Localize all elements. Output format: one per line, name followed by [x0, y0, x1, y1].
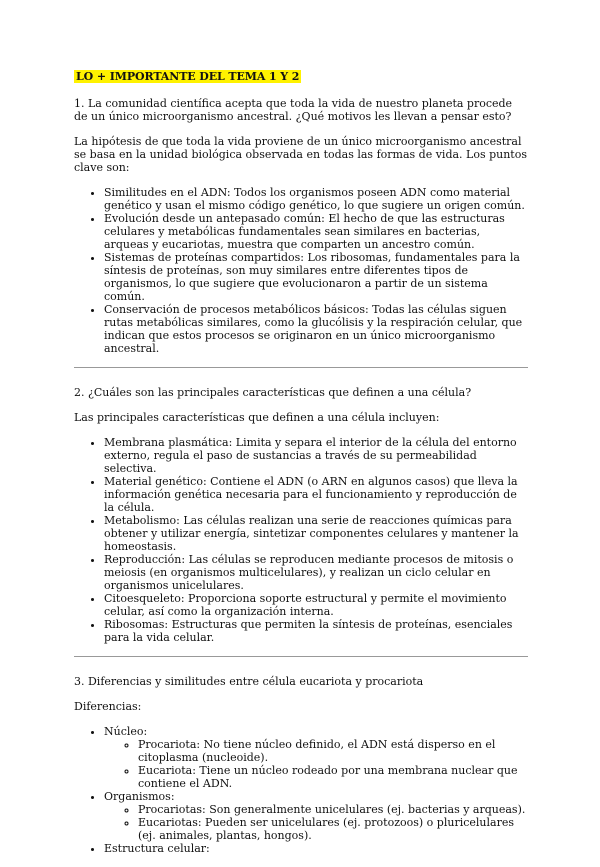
sub-list-item: ◦ Eucariota: Tiene un núcleo rodeado por una membrana nuclear que contiene el ADN. — [138, 764, 528, 790]
list-item: • Membrana plasmática: Limita y separa el interior de la célula del entorno externo, regula el paso de sustancias a través de su permeabilidad selectiva. — [104, 436, 528, 475]
list-item: • Sistemas de proteínas compartidos: Los ribosomas, fundamentales para la síntesis de proteínas, son muy similares entre diferentes tipos de organismos, lo que sugiere que evolucionaron a partir de un sistema común. — [104, 251, 528, 303]
question-2: 2. ¿Cuáles son las principales características que definen a una célula? — [74, 386, 472, 399]
sub-list-item: ◦ Procariota: No tiene núcleo definido, el ADN está disperso en el citoplasma (nucleoide). — [138, 738, 528, 764]
answer-2-intro: Las principales características que definen a una célula incluyen: — [74, 411, 440, 424]
sub-list-item: ◦ Procariotas: Son generalmente unicelulares (ej. bacterias y arqueas). — [138, 803, 528, 816]
divider — [74, 367, 528, 368]
list-item-estructura — [104, 842, 528, 855]
document-content — [74, 70, 528, 867]
answer-2-list — [74, 436, 528, 644]
divider — [74, 656, 528, 657]
organismos-sublist — [104, 803, 528, 842]
nucleo-sublist — [104, 738, 528, 790]
differences-list — [74, 725, 528, 855]
list-item: • Similitudes en el ADN: Todos los organismos poseen ADN como material genético y usan el mismo código genético, lo que sugiere un origen común. — [104, 186, 528, 212]
list-item: • Citoesqueleto: Proporciona soporte estructural y permite el movimiento celular, así como la organización interna. — [104, 592, 528, 618]
estructura-label: Estructura celular: — [104, 842, 210, 855]
list-item: • Evolución desde un antepasado común: El hecho de que las estructuras celulares y metabólicas fundamentales sean similares en bacterias, arqueas y eucariotas, muestra que comparten un ancestro común. — [104, 212, 528, 251]
list-item-nucleo — [104, 725, 528, 790]
page-title: LO + IMPORTANTE DEL TEMA 1 Y 2 — [76, 70, 300, 83]
sub-list-item: ◦ Eucariotas: Pueden ser unicelulares (ej. protozoos) o pluricelulares (ej. animales, plantas, hongos). — [138, 816, 528, 842]
list-item: • Reproducción: Las células se reproducen mediante procesos de mitosis o meiosis (en organismos multicelulares), y realizan un ciclo celular en organismos unicelulares. — [104, 553, 528, 592]
answer-1-list — [74, 186, 528, 355]
differences-heading: Diferencias: — [74, 700, 142, 713]
organismos-label: Organismos: — [104, 790, 175, 803]
list-item: • Conservación de procesos metabólicos básicos: Todas las células siguen rutas metabólicas similares, como la glucólisis y la respiración celular, que indican que estos procesos se originaron en un único microorganismo ancestral. — [104, 303, 528, 355]
question-3: 3. Diferencias y similitudes entre célula eucariota y procariota — [74, 675, 424, 688]
nucleo-label: Núcleo: — [104, 725, 148, 738]
question-1: 1. La comunidad científica acepta que toda la vida de nuestro planeta procede de un único microorganismo ancestral. ¿Qué motivos les llevan a pensar esto? — [74, 97, 513, 123]
list-item: • Ribosomas: Estructuras que permiten la síntesis de proteínas, esenciales para la vida celular. — [104, 618, 528, 644]
answer-1-intro: La hipótesis de que toda la vida proviene de un único microorganismo ancestral se basa en la unidad biológica observada en todas las formas de vida. Los puntos clave son: — [74, 135, 527, 174]
list-item: • Metabolismo: Las células realizan una serie de reacciones químicas para obtener y utilizar energía, sintetizar componentes celulares y mantener la homeostasis. — [104, 514, 528, 553]
list-item: • Material genético: Contiene el ADN (o ARN en algunos casos) que lleva la información genética necesaria para el funcionamiento y reproducción de la célula. — [104, 475, 528, 514]
list-item-organismos — [104, 790, 528, 842]
